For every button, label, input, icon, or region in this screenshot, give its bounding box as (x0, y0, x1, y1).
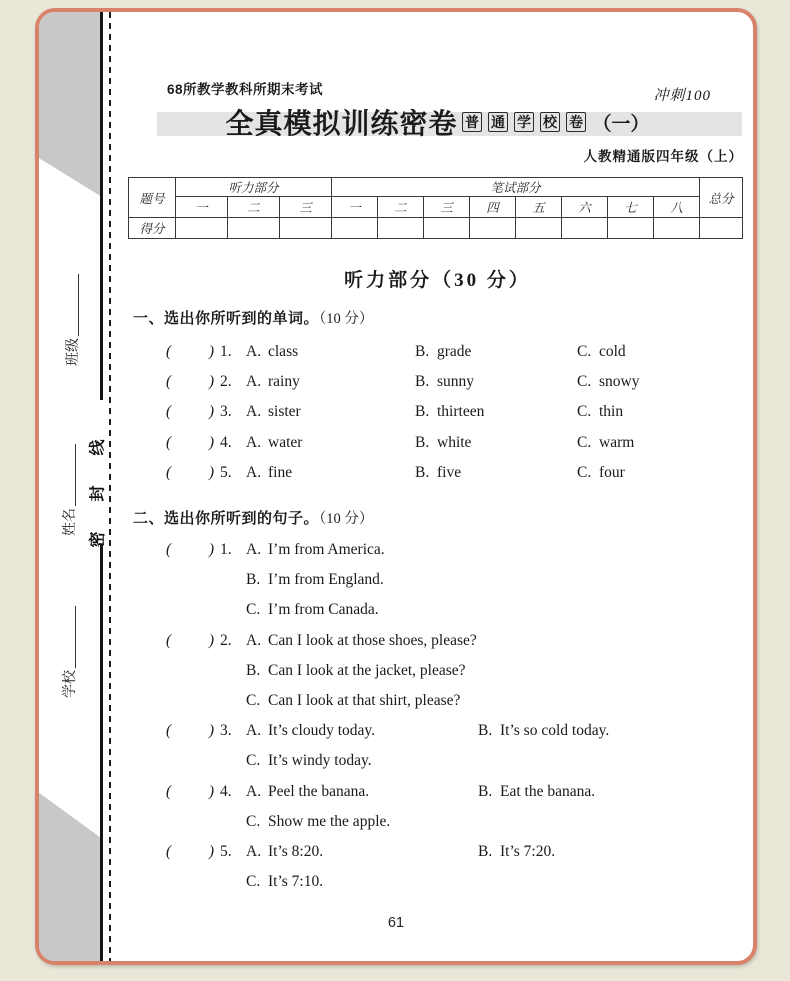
option-b-tag: B. (415, 463, 430, 481)
part1-item-1 (166, 343, 742, 373)
part2-item-2-line-a[interactable] (166, 632, 742, 662)
item-number: 4. (220, 433, 232, 451)
part1-item-4-a (166, 434, 415, 464)
school-field (59, 577, 79, 727)
part2-item-4-line-b[interactable] (478, 783, 595, 801)
option-a-text: It’s 8:20. (268, 842, 324, 860)
written-col-6: 六 (562, 197, 608, 218)
option-c-text: Can I look at that shirt, please? (268, 691, 461, 709)
option-c-text: warm (599, 433, 635, 451)
option-a-tag[interactable]: A. (246, 343, 262, 360)
written-part-header: 笔试部分 (332, 178, 700, 197)
seal-line-text: 密封线 (89, 409, 107, 548)
seal-dashed-line (109, 12, 111, 961)
answer-blank[interactable]: ( ) (166, 541, 214, 558)
part1-item-4 (166, 434, 742, 464)
option-c-tag: C. (246, 873, 261, 891)
part1-item-2-a (166, 373, 415, 403)
part2-item-4-line-a[interactable] (166, 783, 742, 813)
option-b-tag: B. (478, 842, 493, 860)
part2-item-1-line-b[interactable] (166, 571, 742, 601)
part1-item-1-a (166, 343, 415, 373)
page-number: 61 (387, 915, 405, 931)
part1-item-2 (166, 373, 742, 403)
option-c-tag: C. (577, 463, 592, 481)
part2-item-4-line-c[interactable] (166, 813, 742, 843)
part2-prompt-score: （10 分） (319, 511, 374, 527)
option-a-tag: A. (246, 842, 262, 860)
part1-item-2-b[interactable] (415, 373, 577, 403)
score-cell[interactable] (176, 218, 228, 239)
written-col-4: 四 (470, 197, 516, 218)
score-cell[interactable] (228, 218, 280, 239)
option-a-tag[interactable]: A. (246, 373, 262, 391)
option-a-text: Can I look at those shoes, please? (268, 631, 477, 649)
brand-slogan: 冲刺100 (653, 88, 711, 104)
school-field-label: 学校 (63, 670, 78, 698)
answer-blank[interactable]: ( ) (166, 722, 214, 740)
answer-blank[interactable]: ( ) (166, 403, 214, 421)
option-c-tag: C. (577, 433, 592, 451)
option-b-text: It’s 7:20. (500, 842, 556, 860)
score-cell[interactable] (470, 218, 516, 239)
option-b-tag: B. (415, 343, 430, 360)
option-c-tag: C. (577, 373, 592, 391)
option-c-tag: C. (577, 343, 592, 360)
option-a-text: I’m from America. (268, 541, 385, 558)
listening-section-heading (133, 265, 742, 292)
option-a-tag: A. (246, 722, 262, 740)
part1-item-5-c[interactable] (577, 464, 742, 494)
option-a-text: It’s cloudy today. (268, 722, 376, 740)
answer-blank[interactable]: ( ) (166, 373, 214, 391)
score-cell[interactable] (700, 218, 743, 239)
exam-paper-inner (39, 12, 753, 961)
option-b-text: sunny (437, 373, 475, 391)
written-col-1: 一 (332, 197, 378, 218)
score-cell[interactable] (280, 218, 332, 239)
item-number: 1. (220, 343, 232, 360)
item-number: 2. (220, 631, 232, 649)
part1-item-5-a (166, 464, 415, 494)
part2-item-5-line-b[interactable] (478, 843, 555, 861)
total-header: 总分 (700, 178, 743, 218)
option-a-text: rainy (268, 373, 300, 391)
listening-section-heading-score: （30 分） (432, 270, 531, 291)
answer-blank[interactable]: ( ) (166, 343, 214, 360)
option-b-tag: B. (246, 571, 261, 589)
option-b-text: Eat the banana. (500, 782, 596, 800)
part1-item-5-b[interactable] (415, 464, 577, 494)
item-number: 3. (220, 403, 232, 421)
part1-item-4-b[interactable] (415, 434, 577, 464)
item-number: 4. (220, 782, 232, 800)
part2-item-3-line-b[interactable] (478, 722, 609, 740)
exam-paper-card (35, 8, 757, 965)
option-a-text: sister (268, 403, 301, 421)
option-a-text: fine (268, 463, 293, 481)
option-c-tag: C. (246, 752, 261, 770)
score-cell[interactable] (654, 218, 700, 239)
score-cell[interactable] (332, 218, 378, 239)
paper-title (133, 104, 742, 140)
item-number: 3. (220, 722, 232, 740)
part2-item-2-line-c[interactable] (166, 692, 742, 722)
part1-item-3 (166, 403, 742, 433)
part1-prompt (133, 307, 373, 328)
listening-col-2: 二 (228, 197, 280, 218)
answer-blank[interactable]: ( ) (166, 433, 214, 451)
option-b-tag: B. (415, 403, 430, 421)
option-c-text: Show me the apple. (268, 812, 391, 830)
title-boxed-char-4: 校 (540, 112, 560, 132)
option-c-text: It’s windy today. (268, 752, 372, 770)
listening-col-1: 一 (176, 197, 228, 218)
title-boxed-char-1: 普 (462, 112, 482, 132)
class-field-label: 班级 (66, 338, 81, 366)
binding-corner-top-shade (39, 12, 102, 197)
option-c-tag: C. (246, 812, 261, 830)
paper-number: （一） (592, 113, 650, 135)
listening-part-header: 听力部分 (176, 178, 332, 197)
written-col-8: 八 (654, 197, 700, 218)
class-field (62, 245, 82, 395)
option-a-tag[interactable]: A. (246, 403, 262, 421)
option-a-tag: A. (246, 782, 262, 800)
title-boxed-char-2: 通 (488, 112, 508, 132)
edition-subtitle: 人教精通版四年级（上） (583, 149, 743, 164)
written-col-3: 三 (424, 197, 470, 218)
option-b-text: thirteen (437, 403, 485, 421)
name-field-label: 姓名 (63, 508, 78, 536)
option-c-tag: C. (246, 601, 261, 619)
option-b-tag: B. (415, 373, 430, 391)
item-number: 1. (220, 541, 232, 558)
paper-title-main: 全真模拟训练密卷 (225, 108, 458, 139)
listening-col-3: 三 (280, 197, 332, 218)
answer-blank[interactable]: ( ) (166, 631, 214, 649)
part1-item-3-b[interactable] (415, 403, 577, 433)
option-b-tag: B. (478, 782, 493, 800)
option-a-tag: A. (246, 631, 262, 649)
score-table (128, 177, 743, 239)
item-number: 2. (220, 373, 232, 391)
answer-blank[interactable]: ( ) (166, 842, 214, 860)
option-b-text: grade (437, 343, 472, 360)
part2-options (166, 541, 742, 903)
option-a-text: water (268, 433, 303, 451)
option-c-text: thin (599, 403, 624, 421)
class-fill-line[interactable] (65, 274, 79, 336)
part1-item-1-b[interactable] (415, 343, 577, 373)
item-number: 5. (220, 463, 232, 481)
written-col-7: 七 (608, 197, 654, 218)
part1-item-2-c[interactable] (577, 373, 742, 403)
option-c-text: cold (599, 343, 626, 360)
option-b-text: five (437, 463, 462, 481)
option-a-text: Peel the banana. (268, 782, 370, 800)
option-c-text: snowy (599, 373, 640, 391)
written-col-2: 二 (378, 197, 424, 218)
score-row-label: 得分 (129, 218, 176, 239)
binding-corner-bottom-shade (39, 791, 102, 961)
option-b-tag: B. (478, 722, 493, 740)
listening-section-heading-text: 听力部分 (344, 270, 433, 291)
part1-prompt-text: 一、选出你所听到的单词。 (133, 310, 320, 327)
school-fill-line[interactable] (62, 606, 76, 668)
option-b-tag: B. (246, 661, 261, 679)
part1-item-3-c[interactable] (577, 403, 742, 433)
seal-solid-line-bottom (100, 545, 103, 961)
part1-item-3-a (166, 403, 415, 433)
part2-item-1-line-c[interactable] (166, 601, 742, 631)
option-a-tag[interactable]: A. (246, 463, 262, 481)
score-table-corner: 题号 (129, 178, 176, 218)
score-cell[interactable] (516, 218, 562, 239)
exam-series-title: 68所教学教科所期末考试 (167, 82, 324, 97)
option-b-text: It’s so cold today. (500, 722, 610, 740)
part2-prompt-text: 二、选出你所听到的句子。 (133, 510, 320, 527)
score-cell[interactable] (562, 218, 608, 239)
option-b-text: I’m from England. (268, 571, 384, 589)
score-cell[interactable] (424, 218, 470, 239)
part2-item-2-line-b[interactable] (166, 662, 742, 692)
part1-item-5 (166, 464, 742, 494)
title-boxed-char-5: 卷 (566, 112, 586, 132)
option-c-text: four (599, 463, 625, 481)
part2-item-3-line-a[interactable] (166, 722, 742, 752)
option-b-text: white (437, 433, 472, 451)
option-c-text: It’s 7:10. (268, 873, 324, 891)
seal-solid-line-top (100, 12, 103, 400)
name-fill-line[interactable] (62, 444, 76, 506)
title-boxed-char-3: 学 (514, 112, 534, 132)
part1-prompt-score: （10 分） (319, 311, 374, 327)
name-field (59, 415, 79, 565)
part1-options (166, 343, 742, 494)
option-a-text: class (268, 343, 299, 360)
option-c-tag: C. (246, 691, 261, 709)
part1-item-1-c[interactable] (577, 343, 742, 373)
option-a-tag: A. (246, 541, 262, 558)
written-col-5: 五 (516, 197, 562, 218)
score-cell[interactable] (378, 218, 424, 239)
item-number: 5. (220, 842, 232, 860)
part2-item-1-line-a[interactable] (166, 541, 742, 571)
option-a-tag[interactable]: A. (246, 433, 262, 451)
option-c-text: I’m from Canada. (268, 601, 379, 619)
answer-blank[interactable]: ( ) (166, 782, 214, 800)
answer-blank[interactable]: ( ) (166, 463, 214, 481)
part1-item-4-c[interactable] (577, 434, 742, 464)
option-c-tag: C. (577, 403, 592, 421)
part2-prompt (133, 507, 373, 528)
option-b-tag: B. (415, 433, 430, 451)
part2-item-5-line-a[interactable] (166, 843, 742, 873)
part2-item-3-line-c[interactable] (166, 752, 742, 782)
score-cell[interactable] (608, 218, 654, 239)
option-b-text: Can I look at the jacket, please? (268, 661, 466, 679)
part2-item-5-line-c[interactable] (166, 873, 742, 903)
